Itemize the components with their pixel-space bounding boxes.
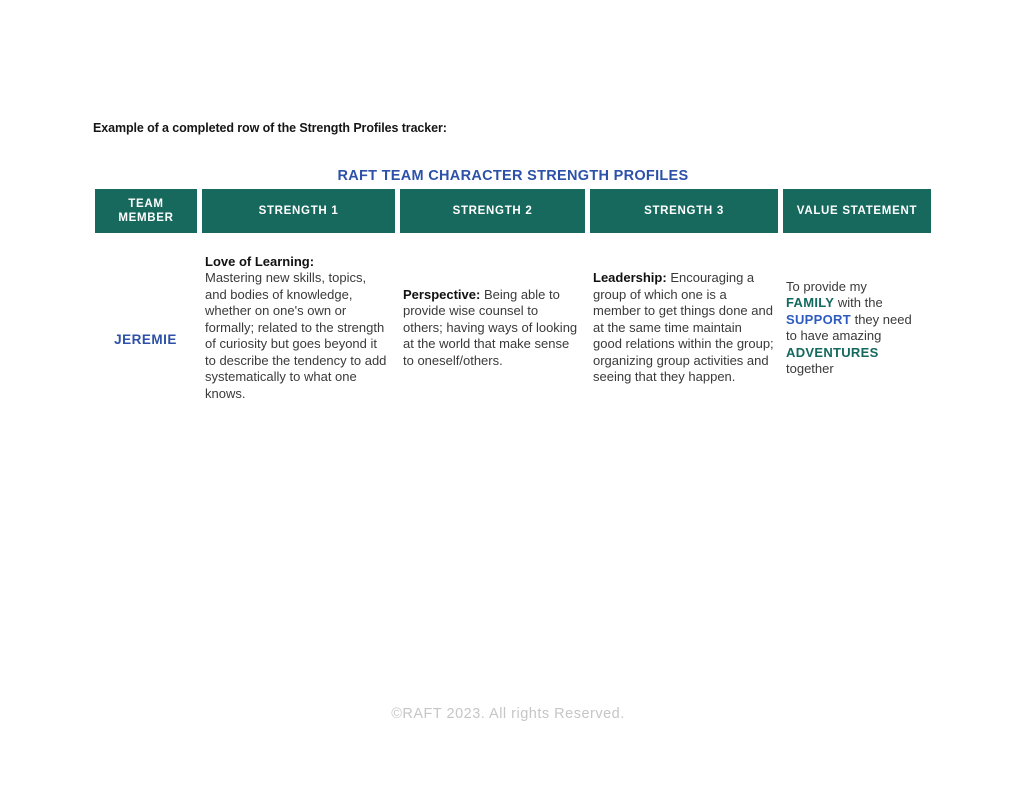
intro-text: Example of a completed row of the Strength Profiles tracker: bbox=[93, 121, 447, 135]
strength-2-description: Being able to provide wise counsel to others; having ways of looking at the world that make sense to oneself/others. bbox=[403, 286, 578, 368]
value-statement-family: FAMILY bbox=[786, 295, 835, 310]
column-header-strength-1: STRENGTH 1 bbox=[202, 189, 395, 233]
strength-3-description: Encouraging a group of which one is a member to get things done and at the same time maintain good relations within the group; organizing group activities and seeing that they happen. bbox=[593, 270, 774, 385]
column-strength-2 bbox=[400, 189, 585, 423]
strength-1-label: Love of Learning: bbox=[205, 253, 315, 269]
strength-3-text bbox=[593, 270, 774, 386]
column-header-strength-2: STRENGTH 2 bbox=[400, 189, 585, 233]
cell-value-statement bbox=[783, 233, 931, 423]
value-statement-support: SUPPORT bbox=[786, 311, 851, 327]
value-statement-part: together bbox=[786, 361, 834, 376]
value-statement-part: To provide my bbox=[786, 278, 867, 294]
value-statement-text bbox=[786, 279, 917, 378]
value-statement-adventures: ADVENTURES bbox=[786, 344, 879, 360]
strength-1-text bbox=[205, 254, 391, 403]
team-member-name: JEREMIE bbox=[114, 331, 177, 347]
column-header-value-statement: VALUE STATEMENT bbox=[783, 189, 931, 233]
strength-1-description: Mastering new skills, topics, and bodies of knowledge, whether on one's own or formally; related to the strength of curiosity but goes beyond it to describe the tendency to add systematically to what one knows. bbox=[205, 270, 387, 401]
table-title: RAFT TEAM CHARACTER STRENGTH PROFILES bbox=[337, 168, 689, 184]
column-team-member bbox=[95, 189, 197, 423]
strength-2-text bbox=[403, 287, 581, 370]
cell-strength-1 bbox=[202, 233, 395, 423]
cell-strength-2 bbox=[400, 233, 585, 423]
cell-team-member bbox=[95, 233, 197, 423]
strength-2-label: Perspective: bbox=[403, 286, 481, 302]
column-header-strength-3: STRENGTH 3 bbox=[590, 189, 778, 233]
cell-strength-3 bbox=[590, 233, 778, 423]
copyright-footer: ©RAFT 2023. All rights Reserved. bbox=[391, 706, 625, 722]
column-header-team-member: TEAM MEMBER bbox=[95, 189, 197, 233]
column-strength-3 bbox=[590, 189, 778, 423]
column-value-statement bbox=[783, 189, 931, 423]
column-strength-1 bbox=[202, 189, 395, 423]
strength-profiles-table bbox=[95, 189, 931, 423]
value-statement-part: they need to have amazing bbox=[786, 311, 912, 343]
value-statement-part: with the bbox=[837, 295, 883, 310]
strength-3-label: Leadership: bbox=[593, 270, 667, 286]
